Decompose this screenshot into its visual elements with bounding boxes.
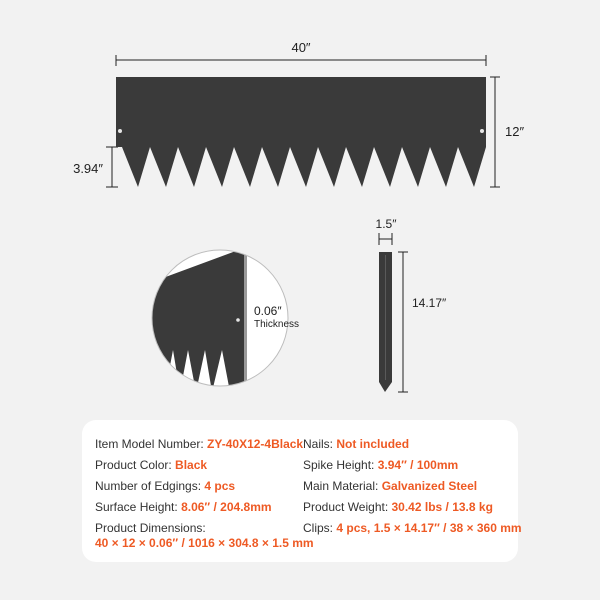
height-dimension <box>490 77 500 187</box>
spec-card <box>82 420 522 562</box>
spec-spike-height: Spike Height: 3.94″ / 100mm <box>303 458 459 472</box>
spec-color: Product Color: Black <box>95 458 208 472</box>
clip-width-dimension <box>379 233 392 245</box>
spec-product-dimensions: Product Dimensions: 40 × 12 × 0.06″ / 1016 × 304.8 × 1.5 mm <box>95 521 314 550</box>
spec-edgings: Number of Edgings: 4 pcs <box>95 479 236 493</box>
clip-length-dimension <box>398 252 408 392</box>
spike-dimension <box>106 147 118 187</box>
spike-label: 3.94″ <box>73 161 103 176</box>
height-label: 12″ <box>505 124 525 139</box>
magnified-edge <box>244 248 247 398</box>
edging-panel <box>116 77 486 187</box>
spec-nails: Nails: Not included <box>303 437 410 451</box>
length-label: 40″ <box>291 40 311 55</box>
spec-material: Main Material: Galvanized Steel <box>303 479 478 493</box>
spec-model: Item Model Number: ZY-40X12-4Black <box>95 437 304 451</box>
spec-clips: Clips: 4 pcs, 1.5 × 14.17″ / 38 × 360 mm <box>303 521 522 535</box>
magnified-panel <box>150 248 244 392</box>
clip-length-label: 14.17″ <box>412 296 447 310</box>
clip-width-label: 1.5″ <box>375 217 397 231</box>
spec-weight: Product Weight: 30.42 lbs / 13.8 kg <box>303 500 493 514</box>
panel-hole-left <box>118 129 122 133</box>
panel-hole-right <box>480 129 484 133</box>
length-dimension <box>116 55 486 66</box>
thickness-value: 0.06″ <box>254 304 282 318</box>
thickness-label: Thickness <box>254 319 300 330</box>
spec-surface-height: Surface Height: 8.06″ / 204.8mm <box>95 500 272 514</box>
